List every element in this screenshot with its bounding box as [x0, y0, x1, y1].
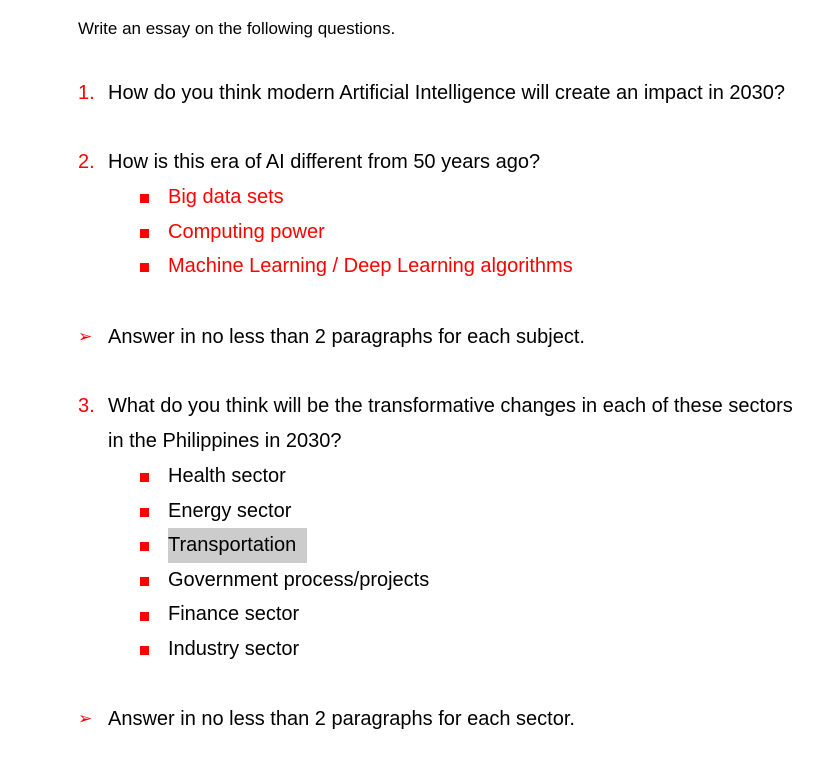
list-item-label: Energy sector: [168, 499, 292, 522]
list-item-label: Finance sector: [168, 603, 300, 626]
essay-instructions: Write an essay on the following questions.: [78, 19, 396, 38]
list-item-label: Health sector: [168, 465, 286, 487]
square-bullet-icon: [140, 508, 149, 517]
square-bullet-icon: [140, 612, 149, 621]
question-2: [78, 145, 540, 180]
list-item-label: Big data sets: [168, 186, 284, 208]
question-number: 2.: [78, 151, 95, 173]
question-number: 3.: [78, 395, 95, 417]
square-bullet-icon: [140, 194, 149, 203]
question-text: How is this era of AI different from 50 years ago?: [108, 151, 541, 173]
question-1: [78, 76, 785, 111]
note-text: Answer in no less than 2 paragraphs for each subject.: [108, 326, 585, 348]
question-3: [78, 389, 793, 459]
question-text-line-1: What do you think will be the transformative changes in each of these sectors: [108, 395, 793, 417]
arrow-bullet-icon: ➢: [78, 709, 93, 729]
note-text: Answer in no less than 2 paragraphs for each sector.: [108, 708, 575, 730]
square-bullet-icon: [140, 473, 149, 482]
list-item-label: Computing power: [168, 220, 325, 243]
square-bullet-icon: [140, 263, 149, 272]
answer-note-2: [78, 320, 585, 355]
square-bullet-icon: [140, 229, 149, 238]
square-bullet-icon: [140, 542, 149, 551]
question-text-line-2: in the Philippines in 2030?: [108, 430, 342, 452]
answer-note-3: [78, 702, 575, 737]
question-number: 1.: [78, 82, 95, 104]
square-bullet-icon: [140, 646, 149, 655]
arrow-bullet-icon: ➢: [78, 327, 93, 347]
list-item-label-highlighted: Transportation: [168, 528, 307, 563]
list-item-label: Industry sector: [168, 637, 300, 660]
list-item-label: Machine Learning / Deep Learning algorithms: [168, 255, 573, 278]
list-item-label: Government process/projects: [168, 568, 430, 591]
question-text: How do you think modern Artificial Intelligence will create an impact in 2030?: [108, 82, 786, 104]
square-bullet-icon: [140, 577, 149, 586]
